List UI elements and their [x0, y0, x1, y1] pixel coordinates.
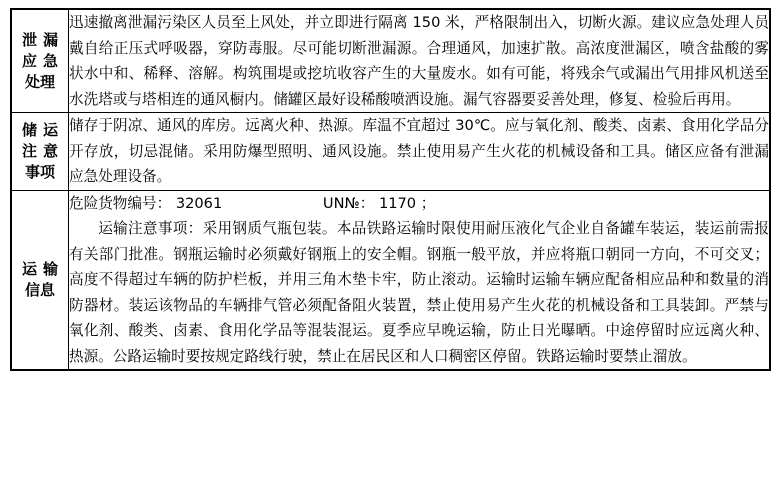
table-row-emergency-response [11, 9, 770, 113]
row-label-emergency-response [11, 9, 69, 113]
msds-table [10, 8, 771, 371]
row-label-text: 运输信息 [22, 259, 58, 299]
dangerous-goods-number-label: 危险货物编号 [69, 194, 157, 212]
table-row-storage-transport-notes [11, 113, 770, 191]
row-label-text: 泄漏应急处理 [22, 30, 58, 91]
transport-notes-paragraph [69, 216, 769, 369]
dangerous-goods-number-value: 32061 [175, 194, 223, 212]
row-content-storage-transport-notes [69, 113, 771, 191]
colon-2: ： [359, 194, 375, 212]
transport-notes-label: 运输注意事项： [98, 220, 203, 237]
un-number-label: UN№ [322, 194, 360, 212]
transport-content [69, 191, 769, 370]
storage-transport-notes-text: 储存于阴凉、通风的库房。远离火种、热源。库温不宜超过 30℃。应与氧化剂、酸类、卤素、食用化学品分开存放，切忌混储。采用防爆型照明、通风设施。禁止使用易产生火花的机械设备和工具。储区应备有泄漏应急处理设备。 [69, 117, 769, 185]
colon-1: ： [156, 194, 172, 212]
row-content-transport-information [69, 190, 771, 370]
transport-notes-body: 采用钢质气瓶包装。本品铁路运输时限使用耐压液化气企业自备罐车装运，装运前需报有关部门批准。钢瓶运输时必须戴好钢瓶上的安全帽。钢瓶一般平放，并应将瓶口朝同一方向，不可交叉；高度不得超过车辆的防护栏板，并用三角木垫卡牢，防止滚动。运输时运输车辆应配备相应品种和数量的消防器材。装运该物品的车辆排气管必须配备阻火装置，禁止使用易产生火花的机械设备和工具装卸。严禁与氧化剂、酸类、卤素、食用化学品等混装混运。夏季应早晚运输，防止日光曝晒。中途停留时应远离火种、热源。公路运输时要按规定路线行驶，禁止在居民区和人口稠密区停留。铁路运输时要禁止溜放。 [69, 220, 769, 365]
emergency-response-text: 迅速撤离泄漏污染区人员至上风处，并立即进行隔离 150 米，严格限制出入，切断火源。建议应急处理人员戴自给正压式呼吸器，穿防毒服。尽可能切断泄漏源。合理通风，加速扩散。高浓度泄漏区，喷含盐酸的雾状水中和、稀释、溶解。构筑围堤或挖坑收容产生的大量废水。如有可能，将残余气或漏出气用排风机送至水洗塔或与塔相连的通风橱内。储罐区最好设稀酸喷洒设施。漏气容器要妥善处理，修复、检验后再用。 [69, 14, 769, 108]
row-label-storage-transport-notes [11, 113, 69, 191]
row-label-transport-information [11, 190, 69, 370]
row-content-emergency-response [69, 9, 771, 113]
un-number-value: 1170 ； [378, 194, 436, 212]
transport-codes-line [69, 191, 769, 217]
row-label-text: 储运注意事项 [22, 120, 58, 181]
table-row-transport-information [11, 190, 770, 370]
